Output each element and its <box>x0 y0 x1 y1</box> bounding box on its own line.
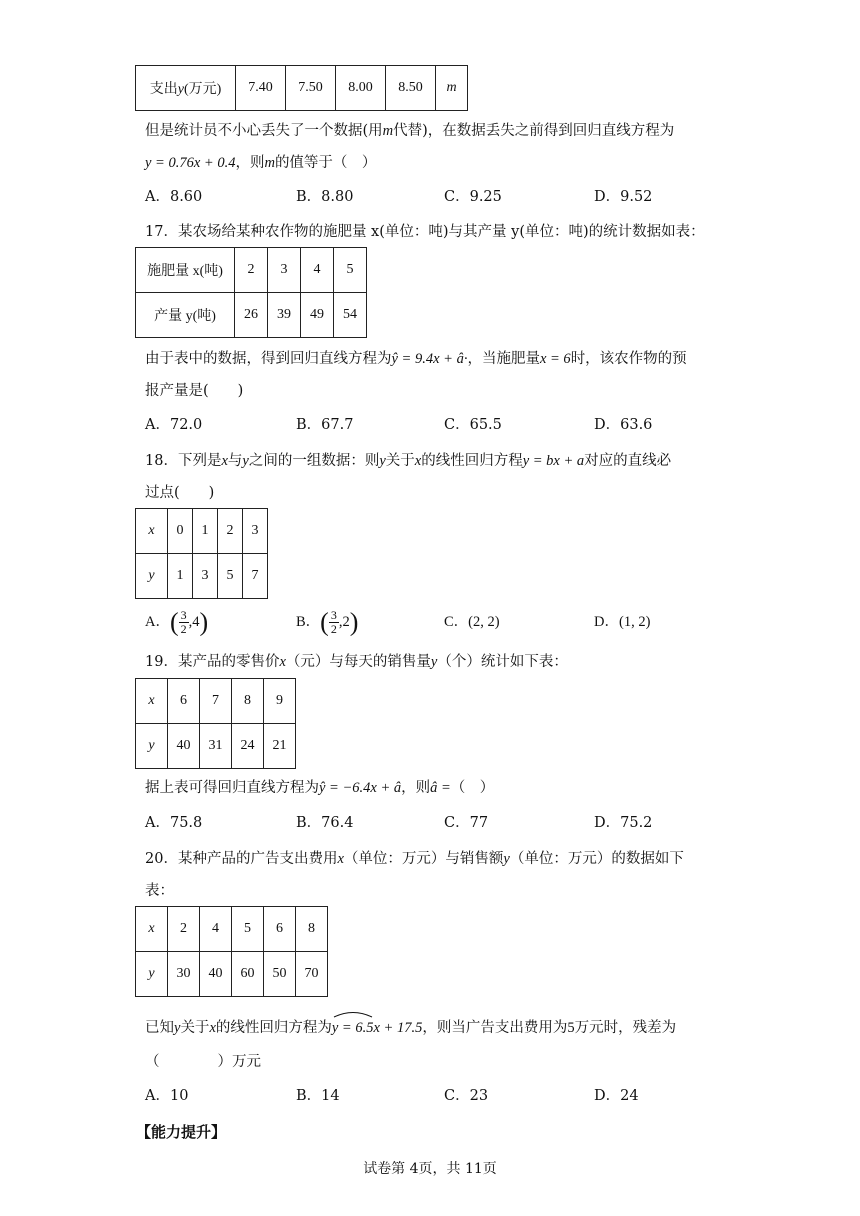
q19-table <box>135 678 296 769</box>
table-cell: 3 <box>243 509 268 554</box>
q19-option-a: A．75.8 <box>145 815 203 831</box>
table-cell: 8.00 <box>336 66 386 111</box>
table-cell: 2 <box>218 509 243 554</box>
table-cell: 26 <box>235 293 268 338</box>
hat-arc <box>333 1010 373 1018</box>
q19-stem: 19．某产品的零售价x（元）与每天的销售量y（个）统计如下表： <box>145 654 568 670</box>
table-cell: 8.50 <box>386 66 436 111</box>
table-cell: 6 <box>168 679 200 724</box>
table-cell: 7 <box>243 554 268 599</box>
table-cell: 8 <box>296 907 328 952</box>
q18-option-d: D．(1, 2) <box>594 614 651 630</box>
table-cell: 7.40 <box>236 66 286 111</box>
q18-option-a: A．( $\frac{3}{2}$ ,4) <box>145 607 209 637</box>
page-footer: 试卷第 4页，共 11页 <box>363 1161 497 1177</box>
q16-line1: 但是统计员不小心丢失了一个数据(用m代替)，在数据丢失之前得到回归直线方程为 <box>145 123 675 139</box>
table-cell: 5 <box>232 907 264 952</box>
q19-option-b: B．76.4 <box>296 815 354 831</box>
q16-option-a: A．8.60 <box>145 189 203 205</box>
q20-x-label: x <box>136 907 168 952</box>
q17-option-d: D．63.6 <box>594 417 653 433</box>
table-cell: 1 <box>193 509 218 554</box>
table-cell: 7.50 <box>286 66 336 111</box>
q20-equation: y = 6.5x + 17.5 <box>332 1020 422 1036</box>
table-cell: 6 <box>264 907 296 952</box>
q20-option-c: C．23 <box>444 1088 489 1104</box>
q17-option-b: B．67.7 <box>296 417 354 433</box>
q19-y-label: y <box>136 724 168 769</box>
q17-row1-label: 施肥量 x(吨) <box>136 248 235 293</box>
table-cell: 8 <box>232 679 264 724</box>
q18-y-label: y <box>136 554 168 599</box>
q16-option-d: D．9.52 <box>594 189 653 205</box>
table-cell: 3 <box>193 554 218 599</box>
q20-line4: （ ）万元 <box>145 1054 261 1070</box>
q19-line2: 据上表可得回归直线方程为ŷ = −6.4x + â，则â =（ ） <box>145 780 495 796</box>
table-cell: 30 <box>168 952 200 997</box>
table-cell: 4 <box>200 907 232 952</box>
table-cell: 21 <box>264 724 296 769</box>
table-cell: 54 <box>334 293 367 338</box>
q18-x-label: x <box>136 509 168 554</box>
q20-stem: 20．某种产品的广告支出费用x（单位：万元）与销售额y（单位：万元）的数据如下 <box>145 851 684 867</box>
table-cell: 9 <box>264 679 296 724</box>
table-cell: 50 <box>264 952 296 997</box>
q18-option-b: B．( $\frac{3}{2}$ ,2) <box>296 607 359 637</box>
table-cell: 0 <box>168 509 193 554</box>
q20-y-label: y <box>136 952 168 997</box>
q18-table <box>135 508 268 599</box>
q18-line2: 过点( ) <box>145 485 215 501</box>
table-cell: 5 <box>218 554 243 599</box>
missing-cell: m <box>436 66 468 111</box>
q20-option-d: D．24 <box>594 1088 639 1104</box>
q20-option-a: A．10 <box>145 1088 189 1104</box>
expenditure-table <box>135 65 468 111</box>
q16-line2: y = 0.76x + 0.4，则m的值等于（ ） <box>145 155 377 171</box>
table-cell: 60 <box>232 952 264 997</box>
q18-stem: 18．下列是x与y之间的一组数据：则y关于x的线性回归方程y = bx + a对应的直线必 <box>145 453 672 469</box>
q20-table <box>135 906 328 997</box>
table-cell: 70 <box>296 952 328 997</box>
q17-stem: 17．某农场给某种农作物的施肥量 x(单位：吨)与其产量 y(单位：吨)的统计数据如表： <box>145 224 705 240</box>
q17-row2-label: 产量 y(吨) <box>136 293 235 338</box>
q17-option-c: C．65.5 <box>444 417 502 433</box>
table-cell: 40 <box>200 952 232 997</box>
q16-option-b: B．8.80 <box>296 189 354 205</box>
table-cell: 1 <box>168 554 193 599</box>
section-title: 【能力提升】 <box>136 1123 227 1141</box>
q20-option-b: B．14 <box>296 1088 340 1104</box>
table-cell: 2 <box>168 907 200 952</box>
q17-line3: 报产量是( ) <box>145 383 244 399</box>
table-cell: 5 <box>334 248 367 293</box>
q20-line3: 已知y关于x的线性回归方程为 y = 6.5x + 17.5，则当广告支出费用为5万元时，残差为 <box>145 1017 676 1039</box>
expenditure-label: 支出y(万元) <box>136 66 236 111</box>
q17-option-a: A．72.0 <box>145 417 203 433</box>
q17-line2: 由于表中的数据，得到回归直线方程为ŷ = 9.4x + â·，当施肥量x = 6时，该农作物的预 <box>145 351 687 367</box>
table-cell: 7 <box>200 679 232 724</box>
q19-option-c: C．77 <box>444 815 489 831</box>
table-cell: 39 <box>268 293 301 338</box>
table-cell: 3 <box>268 248 301 293</box>
table-cell: 2 <box>235 248 268 293</box>
table-cell: 49 <box>301 293 334 338</box>
table-cell: 31 <box>200 724 232 769</box>
q19-option-d: D．75.2 <box>594 815 653 831</box>
table-cell: 24 <box>232 724 264 769</box>
table-cell: 40 <box>168 724 200 769</box>
q18-option-c: C．(2, 2) <box>444 614 500 630</box>
table-cell: 4 <box>301 248 334 293</box>
q16-option-c: C．9.25 <box>444 189 502 205</box>
q20-line2: 表： <box>145 883 174 899</box>
q17-table <box>135 247 367 338</box>
q19-x-label: x <box>136 679 168 724</box>
